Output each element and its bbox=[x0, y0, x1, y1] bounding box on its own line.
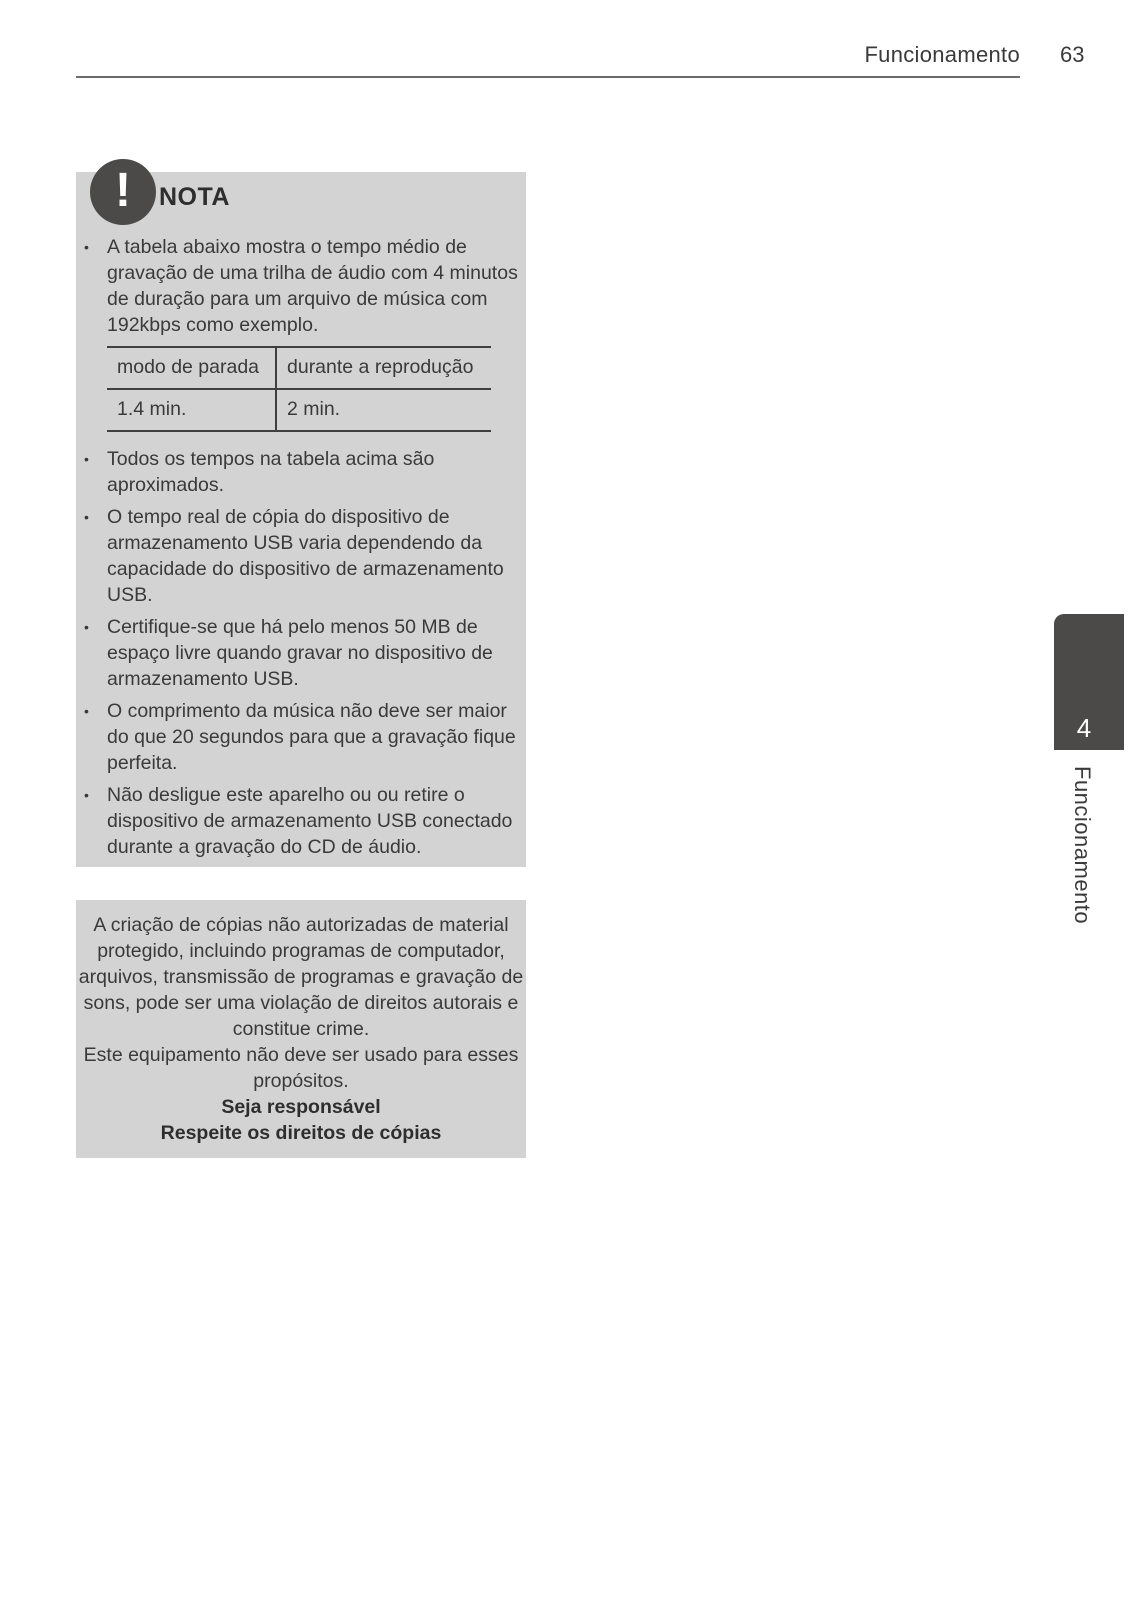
copyright-box bbox=[76, 900, 526, 1158]
copyright-paragraph: A criação de cópias não autorizadas de material protegido, incluindo programas de computador, arquivos, transmissão de programas e gravação de sons, pode ser uma violação de direitos autorais e constitue crime. bbox=[78, 914, 524, 1040]
note-item: • Não desligue este aparelho ou ou retire o dispositivo de armazenamento USB conectado durante a gravação do CD de áudio. bbox=[80, 782, 520, 860]
copyright-text bbox=[76, 912, 526, 1146]
chapter-tab bbox=[1054, 614, 1124, 750]
table-cell: 1.4 min. bbox=[107, 389, 276, 431]
table-header-cell: modo de parada bbox=[107, 347, 276, 389]
note-title: NOTA bbox=[159, 183, 230, 211]
table-cell: 2 min. bbox=[276, 389, 491, 431]
note-item: • O comprimento da música não deve ser maior do que 20 segundos para que a gravação fique perfeita. bbox=[80, 698, 520, 776]
note-item: • Certifique-se que há pelo menos 50 MB de espaço livre quando gravar no dispositivo de armazenamento USB. bbox=[80, 614, 520, 692]
note-list bbox=[80, 234, 520, 860]
header-title: Funcionamento bbox=[864, 42, 1020, 67]
exclamation-icon: ! bbox=[90, 159, 156, 225]
copyright-slogan: Respeite os direitos de cópias bbox=[160, 1122, 442, 1144]
table-row bbox=[107, 389, 491, 431]
note-item: • O tempo real de cópia do dispositivo de armazenamento USB varia dependendo da capacidade do dispositivo de armazenamento USB. bbox=[80, 504, 520, 608]
chapter-number: 4 bbox=[1076, 713, 1092, 743]
note-item bbox=[80, 234, 520, 432]
note-intro-text: A tabela abaixo mostra o tempo médio de gravação de uma trilha de áudio com 4 minutos de duração para um arquivo de música com 192kbps como exemplo. bbox=[107, 236, 518, 336]
recording-time-table bbox=[107, 346, 491, 432]
page-header bbox=[76, 40, 1020, 78]
table-header-cell: durante a reprodução bbox=[276, 347, 491, 389]
table-row bbox=[107, 347, 491, 389]
chapter-label: Funcionamento bbox=[1070, 766, 1095, 925]
copyright-slogan: Seja responsável bbox=[221, 1096, 381, 1118]
copyright-paragraph: Este equipamento não deve ser usado para esses propósitos. bbox=[83, 1044, 519, 1092]
page-number: 63 bbox=[1060, 42, 1085, 67]
note-item: • Todos os tempos na tabela acima são aproximados. bbox=[80, 446, 520, 498]
